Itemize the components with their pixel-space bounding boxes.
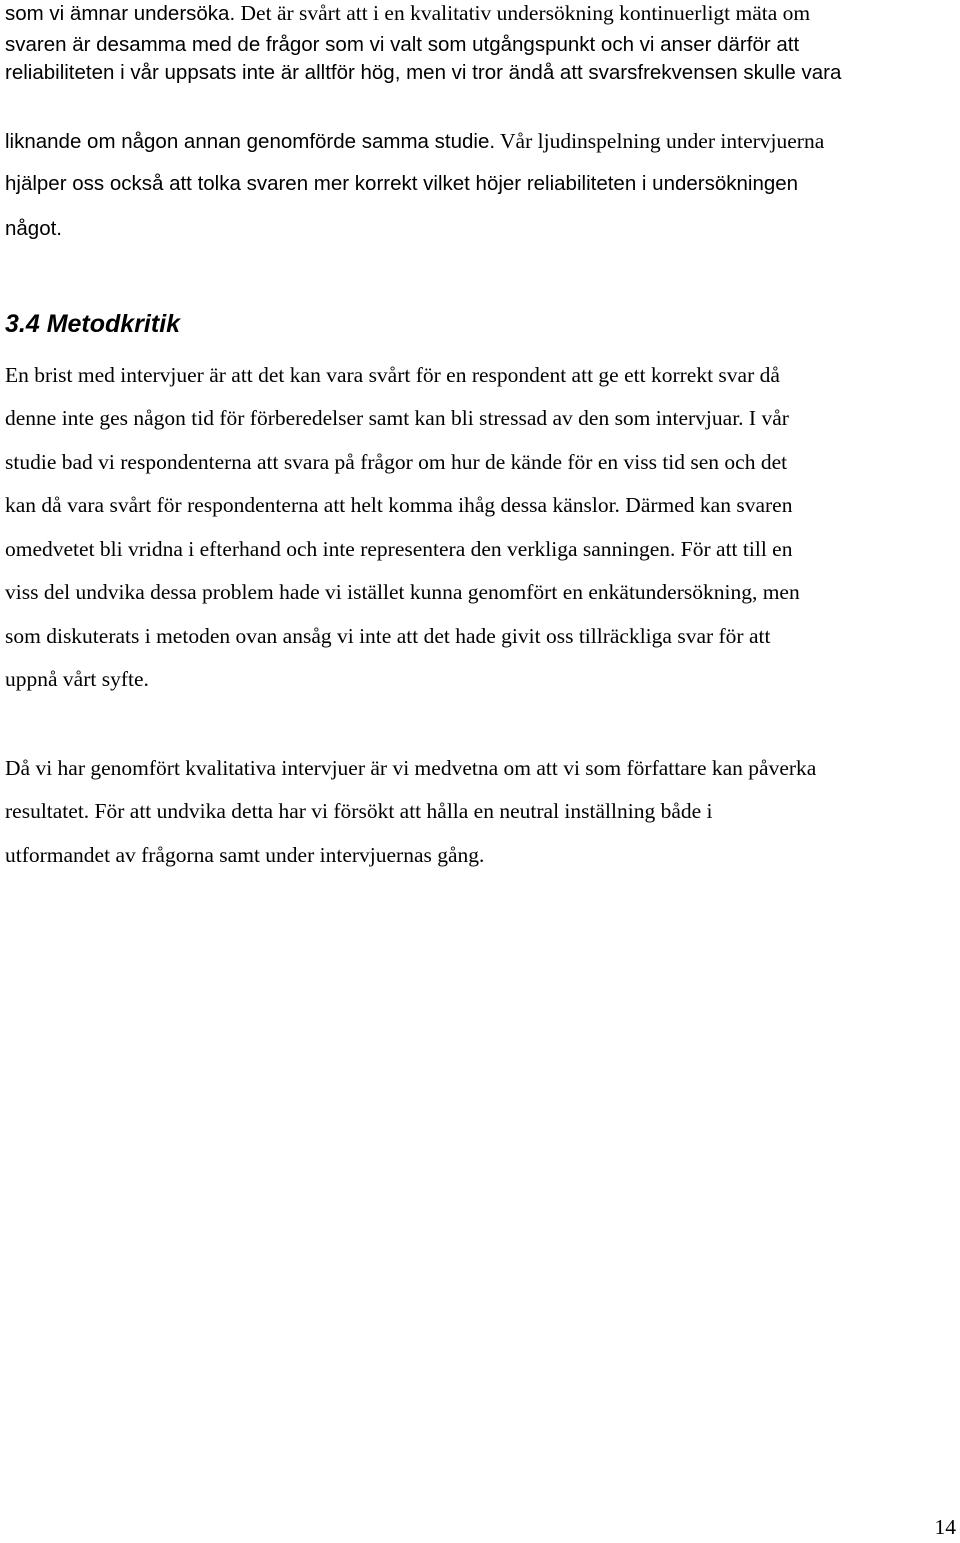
paragraph-2-line: som diskuterats i metoden ovan ansåg vi inte att det hade givit oss tillräckliga svar för att — [5, 624, 771, 648]
paragraph-2-line: uppnå vårt syfte. — [5, 667, 149, 691]
paragraph-3-line: utformandet av frågorna samt under intervjuernas gång. — [5, 843, 485, 867]
page-number: 14 — [934, 1515, 956, 1539]
paragraph-2-line: kan då vara svårt för respondenterna att helt komma ihåg dessa känslor. Därmed kan svaren — [5, 493, 793, 517]
paragraph-1-line-4-sans-part: liknande om någon annan genomförde samma studie. — [5, 130, 496, 153]
paragraph-3-line: resultatet. För att undvika detta har vi försökt att hålla en neutral inställning både i — [5, 799, 713, 823]
paragraph-3-line: Då vi har genomfört kvalitativa intervjuer är vi medvetna om att vi som författare kan påverka — [5, 756, 817, 780]
paragraph-1-line-6: något. — [5, 217, 62, 240]
paragraph-2-line: viss del undvika dessa problem hade vi istället kunna genomfört en enkätundersökning, men — [5, 580, 800, 604]
paragraph-2-line: omedvetet bli vridna i efterhand och inte representera den verkliga sanningen. För att till en — [5, 537, 793, 561]
paragraph-1-line-4-serif-part: Vår ljudinspelning under intervjuerna — [495, 129, 825, 153]
paragraph-1-line-1-serif-part: Det är svårt att i en kvalitativ undersökning kontinuerligt mäta om — [235, 1, 811, 25]
paragraph-2-line: denne inte ges någon tid för förberedelser samt kan bli stressad av den som intervjuar. I vår — [5, 406, 789, 430]
section-heading: 3.4 Metodkritik — [5, 310, 181, 338]
paragraph-1-line-5: hjälper oss också att tolka svaren mer korrekt vilket höjer reliabiliteten i undersökningen — [5, 172, 799, 195]
paragraph-2-line: studie bad vi respondenterna att svara på frågor om hur de kände för en viss tid sen och det — [5, 450, 788, 474]
paragraph-1-line-4 — [5, 128, 824, 155]
paragraph-1-line-3: reliabiliteten i vår uppsats inte är alltför hög, men vi tror ändå att svarsfrekvensen skulle vara — [5, 61, 842, 84]
paragraph-1-line-1-sans-part: som vi ämnar undersöka. — [5, 2, 236, 25]
paragraph-1-line-2: svaren är desamma med de frågor som vi valt som utgångspunkt och vi anser därför att — [5, 33, 800, 56]
paragraph-1-line-1 — [5, 0, 810, 27]
paragraph-2-line: En brist med intervjuer är att det kan vara svårt för en respondent att ge ett korrekt svar då — [5, 363, 780, 387]
